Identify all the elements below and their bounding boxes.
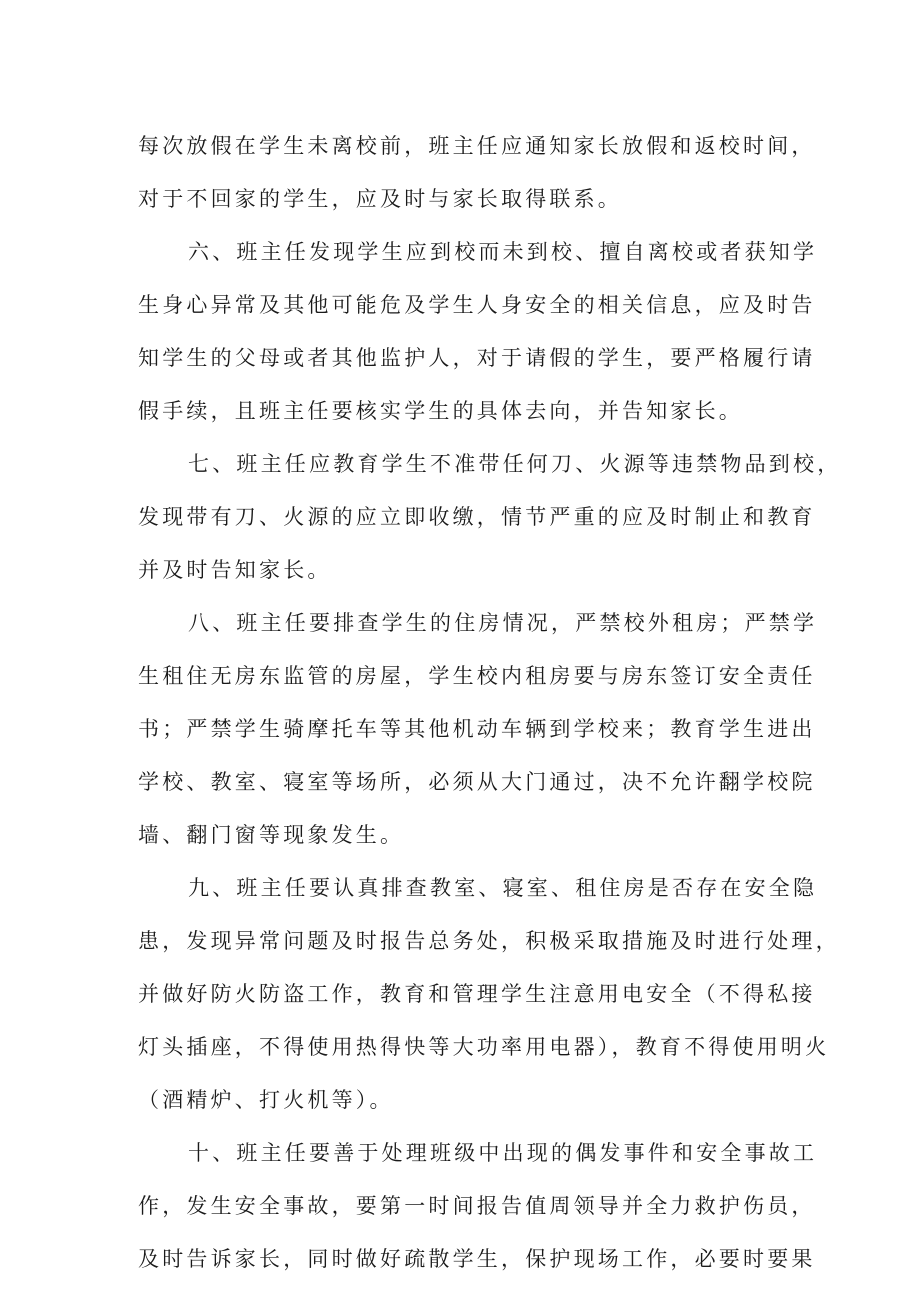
text-line: 患，发现异常问题及时报告总务处，积极采取措施及时进行处理， (138, 929, 840, 953)
paragraph-ten-line: 十、班主任要善于处理班级中出现的偶发事件和安全事故工 (188, 1141, 818, 1165)
text-line: 并做好防火防盗工作，教育和管理学生注意用电安全（不得私接 (138, 982, 816, 1006)
text-line: 知学生的父母或者其他监护人，对于请假的学生，要严格履行请 (138, 346, 816, 370)
paragraph-eight-line: 八、班主任要排查学生的住房情况，严禁校外租房；严禁学 (188, 611, 818, 635)
paragraph-six-line: 六、班主任发现学生应到校而未到校、擅自离校或者获知学 (188, 240, 818, 264)
text-line: 书；严禁学生骑摩托车等其他机动车辆到学校来；教育学生进出 (138, 717, 816, 741)
paragraph-seven-line: 七、班主任应教育学生不准带任何刀、火源等违禁物品到校， (188, 452, 842, 476)
paragraph-nine-line: 九、班主任要认真排查教室、寝室、租住房是否存在安全隐 (188, 876, 818, 900)
text-line: 生身心异常及其他可能危及学生人身安全的相关信息，应及时告 (138, 293, 816, 317)
text-line: 学校、教室、寝室等场所，必须从大门通过，决不允许翻学校院 (138, 770, 816, 794)
text-line: 假手续，且班主任要核实学生的具体去向，并告知家长。 (138, 399, 743, 423)
text-line: （酒精炉、打火机等）。 (138, 1088, 394, 1112)
text-line: 生租住无房东监管的房屋，学生校内租房要与房东签订安全责任 (138, 664, 816, 688)
text-line: 及时告诉家长，同时做好疏散学生，保护现场工作，必要时要果 (138, 1247, 816, 1271)
text-line: 灯头插座，不得使用热得快等大功率用电器），教育不得使用明火 (138, 1035, 830, 1059)
text-line: 每次放假在学生未离校前，班主任应通知家长放假和返校时间， (138, 134, 816, 158)
text-line: 发现带有刀、火源的应立即收缴，情节严重的应及时制止和教育 (138, 505, 816, 529)
text-line: 并及时告知家长。 (138, 558, 332, 582)
text-line: 墙、翻门窗等现象发生。 (138, 823, 405, 847)
text-line: 作，发生安全事故，要第一时间报告值周领导并全力救护伤员， (138, 1194, 816, 1218)
text-line: 对于不回家的学生，应及时与家长取得联系。 (138, 187, 622, 211)
document-body (138, 120, 842, 1286)
